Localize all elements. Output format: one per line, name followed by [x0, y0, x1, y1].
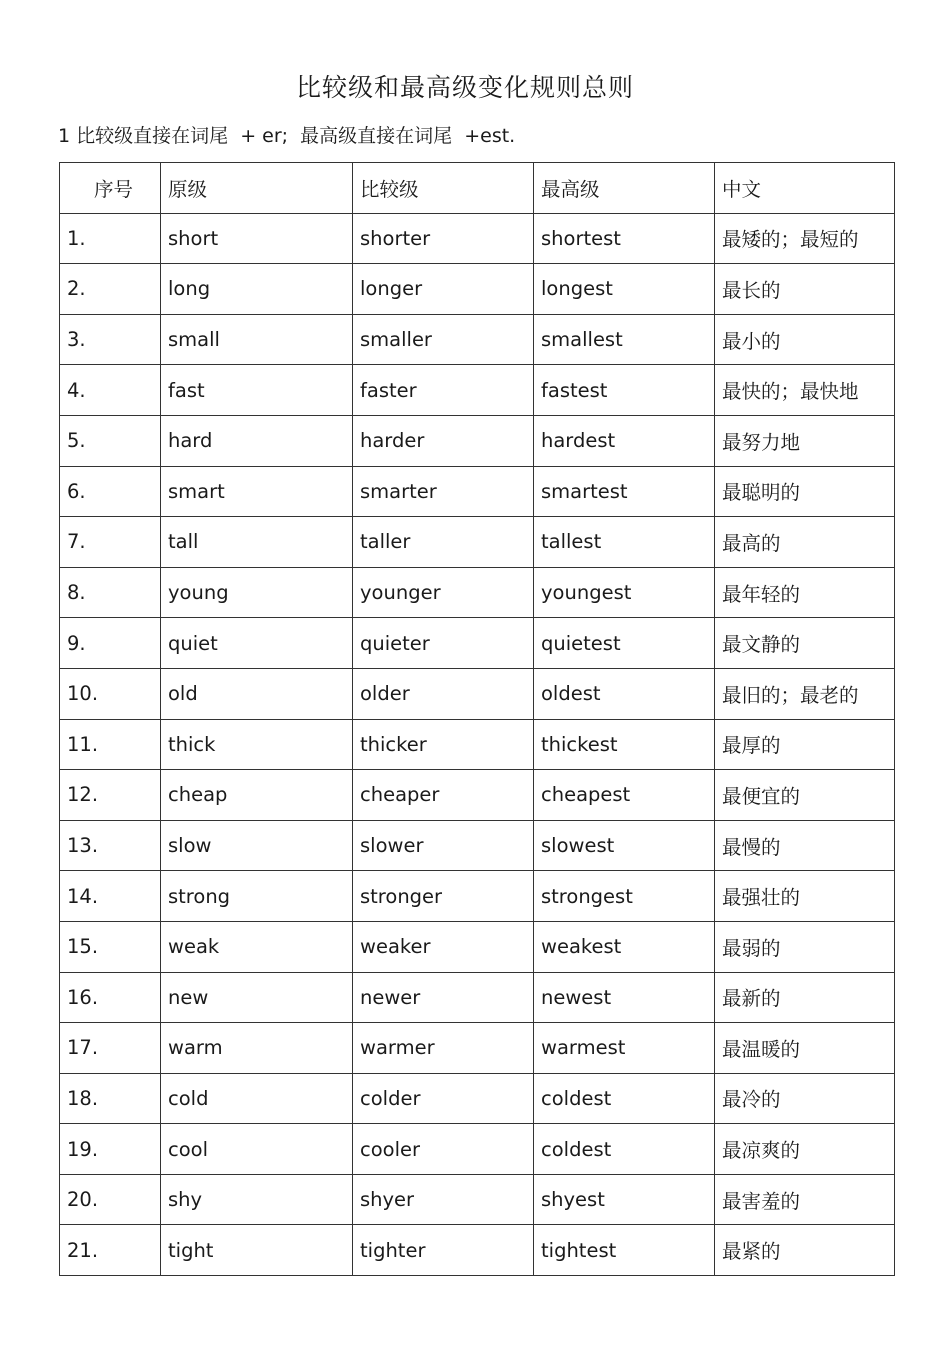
superlative-form: shortest: [534, 213, 715, 264]
chinese-meaning: 最弱的: [715, 921, 895, 972]
positive-form: tall: [161, 517, 353, 568]
positive-form: hard: [161, 415, 353, 466]
comparative-form: younger: [353, 567, 534, 618]
positive-form: fast: [161, 365, 353, 416]
header-superlative: 最高级: [534, 163, 715, 214]
comparative-form: warmer: [353, 1023, 534, 1074]
positive-form: smart: [161, 466, 353, 517]
superlative-form: hardest: [534, 415, 715, 466]
table-body: [60, 213, 895, 1275]
comparative-form: faster: [353, 365, 534, 416]
chinese-meaning: 最害羞的: [715, 1174, 895, 1225]
comparison-table: [59, 162, 895, 1276]
comparative-form: smaller: [353, 314, 534, 365]
superlative-form: shyest: [534, 1174, 715, 1225]
chinese-meaning: 最长的: [715, 264, 895, 315]
comparative-form: shorter: [353, 213, 534, 264]
positive-form: small: [161, 314, 353, 365]
row-index: 19.: [60, 1124, 161, 1175]
header-comparative: 比较级: [353, 163, 534, 214]
row-index: 7.: [60, 517, 161, 568]
table-row: [60, 365, 895, 416]
table-row: [60, 1073, 895, 1124]
chinese-meaning: 最努力地: [715, 415, 895, 466]
header-index: 序号: [60, 163, 161, 214]
table-row: [60, 668, 895, 719]
chinese-meaning: 最年轻的: [715, 567, 895, 618]
table-row: [60, 618, 895, 669]
row-index: 9.: [60, 618, 161, 669]
page-title: 比较级和最高级变化规则总则: [295, 73, 634, 102]
table-row: [60, 719, 895, 770]
row-index: 12.: [60, 770, 161, 821]
chinese-meaning: 最凉爽的: [715, 1124, 895, 1175]
table-row: [60, 921, 895, 972]
superlative-form: oldest: [534, 668, 715, 719]
chinese-meaning: 最慢的: [715, 820, 895, 871]
comparative-form: harder: [353, 415, 534, 466]
table-row: [60, 770, 895, 821]
positive-form: warm: [161, 1023, 353, 1074]
table-row: [60, 314, 895, 365]
superlative-form: tallest: [534, 517, 715, 568]
positive-form: long: [161, 264, 353, 315]
table-row: [60, 517, 895, 568]
superlative-form: tightest: [534, 1225, 715, 1276]
comparative-form: cooler: [353, 1124, 534, 1175]
row-index: 11.: [60, 719, 161, 770]
chinese-meaning: 最旧的；最老的: [715, 668, 895, 719]
superlative-form: youngest: [534, 567, 715, 618]
row-index: 2.: [60, 264, 161, 315]
positive-form: cheap: [161, 770, 353, 821]
superlative-form: slowest: [534, 820, 715, 871]
comparative-form: tighter: [353, 1225, 534, 1276]
comparative-form: newer: [353, 972, 534, 1023]
positive-form: thick: [161, 719, 353, 770]
positive-form: shy: [161, 1174, 353, 1225]
table-row: [60, 567, 895, 618]
superlative-form: coldest: [534, 1073, 715, 1124]
positive-form: young: [161, 567, 353, 618]
superlative-form: fastest: [534, 365, 715, 416]
superlative-form: smartest: [534, 466, 715, 517]
row-index: 21.: [60, 1225, 161, 1276]
row-index: 18.: [60, 1073, 161, 1124]
table-row: [60, 1225, 895, 1276]
table-row: [60, 1174, 895, 1225]
row-index: 4.: [60, 365, 161, 416]
chinese-meaning: 最快的；最快地: [715, 365, 895, 416]
chinese-meaning: 最矮的；最短的: [715, 213, 895, 264]
table-row: [60, 213, 895, 264]
superlative-form: strongest: [534, 871, 715, 922]
positive-form: quiet: [161, 618, 353, 669]
table-row: [60, 264, 895, 315]
row-index: 3.: [60, 314, 161, 365]
comparative-form: taller: [353, 517, 534, 568]
positive-form: slow: [161, 820, 353, 871]
comparative-form: stronger: [353, 871, 534, 922]
positive-form: weak: [161, 921, 353, 972]
positive-form: tight: [161, 1225, 353, 1276]
table-row: [60, 820, 895, 871]
table-row: [60, 972, 895, 1023]
row-index: 10.: [60, 668, 161, 719]
superlative-form: quietest: [534, 618, 715, 669]
row-index: 17.: [60, 1023, 161, 1074]
superlative-form: longest: [534, 264, 715, 315]
chinese-meaning: 最厚的: [715, 719, 895, 770]
header-chinese: 中文: [715, 163, 895, 214]
chinese-meaning: 最紧的: [715, 1225, 895, 1276]
positive-form: cool: [161, 1124, 353, 1175]
row-index: 14.: [60, 871, 161, 922]
positive-form: strong: [161, 871, 353, 922]
superlative-form: coldest: [534, 1124, 715, 1175]
header-positive: 原级: [161, 163, 353, 214]
comparative-form: shyer: [353, 1174, 534, 1225]
row-index: 5.: [60, 415, 161, 466]
row-index: 6.: [60, 466, 161, 517]
row-index: 16.: [60, 972, 161, 1023]
chinese-meaning: 最文静的: [715, 618, 895, 669]
positive-form: new: [161, 972, 353, 1023]
table-row: [60, 1023, 895, 1074]
rule-description: 1 比较级直接在词尾 + er; 最高级直接在词尾 +est.: [58, 125, 516, 147]
comparative-form: older: [353, 668, 534, 719]
chinese-meaning: 最高的: [715, 517, 895, 568]
superlative-form: smallest: [534, 314, 715, 365]
row-index: 1.: [60, 213, 161, 264]
positive-form: short: [161, 213, 353, 264]
chinese-meaning: 最便宜的: [715, 770, 895, 821]
superlative-form: thickest: [534, 719, 715, 770]
table-row: [60, 466, 895, 517]
comparative-form: longer: [353, 264, 534, 315]
row-index: 13.: [60, 820, 161, 871]
comparative-form: thicker: [353, 719, 534, 770]
table-header-row: [60, 163, 895, 214]
superlative-form: cheapest: [534, 770, 715, 821]
row-index: 15.: [60, 921, 161, 972]
comparative-form: slower: [353, 820, 534, 871]
comparative-form: colder: [353, 1073, 534, 1124]
table-row: [60, 871, 895, 922]
comparative-form: smarter: [353, 466, 534, 517]
comparative-form: quieter: [353, 618, 534, 669]
comparative-form: cheaper: [353, 770, 534, 821]
superlative-form: warmest: [534, 1023, 715, 1074]
chinese-meaning: 最小的: [715, 314, 895, 365]
positive-form: old: [161, 668, 353, 719]
comparative-form: weaker: [353, 921, 534, 972]
table-row: [60, 1124, 895, 1175]
superlative-form: weakest: [534, 921, 715, 972]
chinese-meaning: 最冷的: [715, 1073, 895, 1124]
chinese-meaning: 最新的: [715, 972, 895, 1023]
row-index: 8.: [60, 567, 161, 618]
chinese-meaning: 最强壮的: [715, 871, 895, 922]
chinese-meaning: 最聪明的: [715, 466, 895, 517]
row-index: 20.: [60, 1174, 161, 1225]
superlative-form: newest: [534, 972, 715, 1023]
table-row: [60, 415, 895, 466]
positive-form: cold: [161, 1073, 353, 1124]
chinese-meaning: 最温暖的: [715, 1023, 895, 1074]
